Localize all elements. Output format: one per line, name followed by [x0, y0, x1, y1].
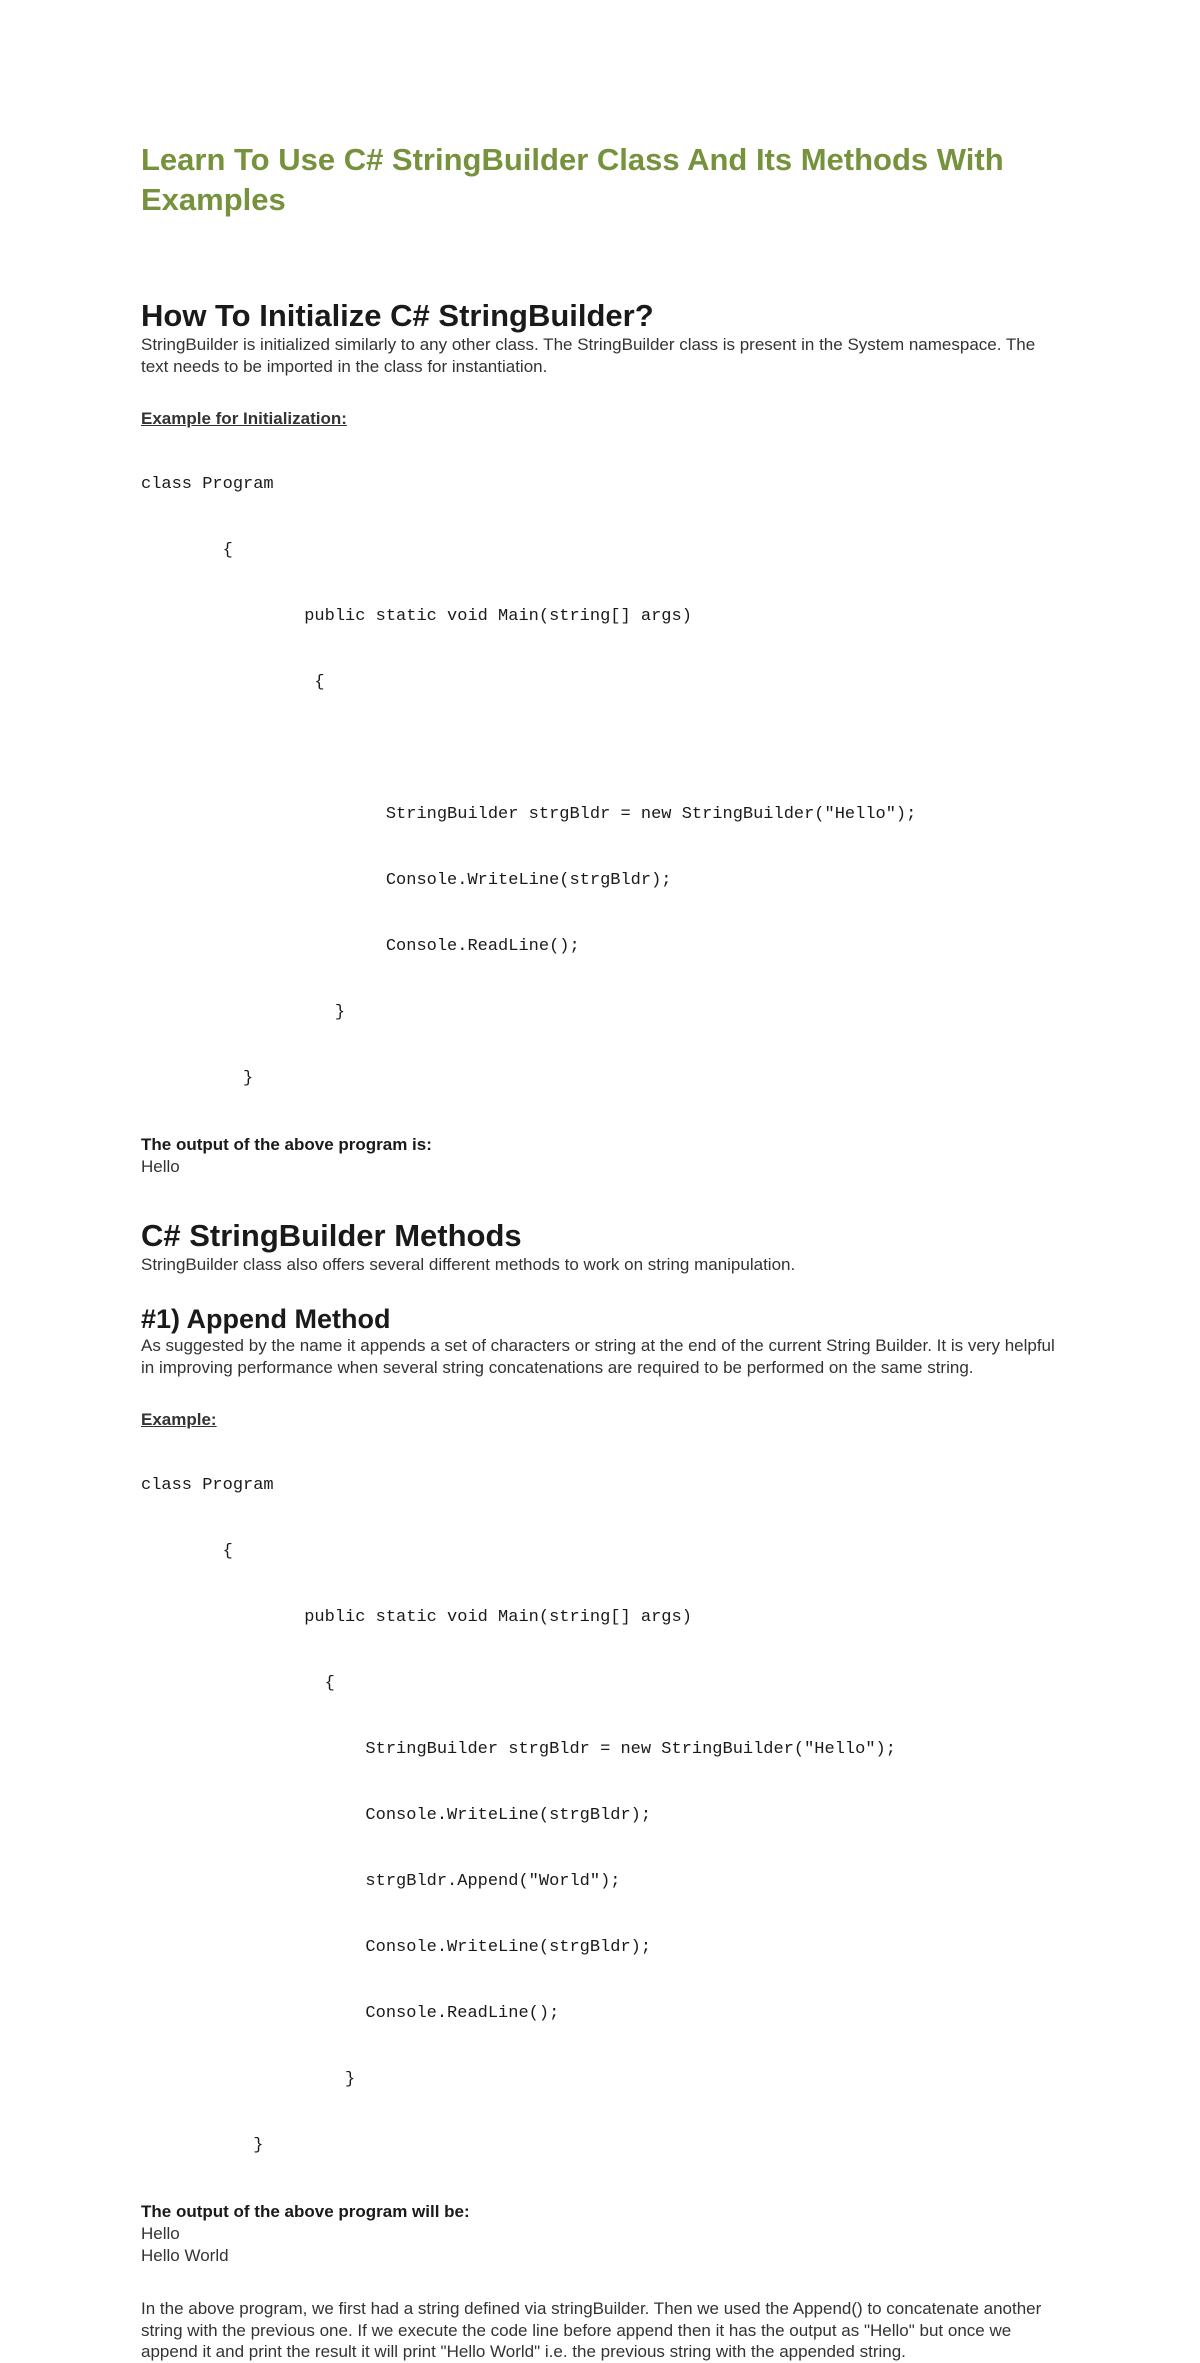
code-line: Console.WriteLine(strgBldr); [141, 871, 672, 890]
code-line: public static void Main(string[] args) [141, 1608, 692, 1627]
code-line: } [141, 2136, 264, 2155]
code-line: } [141, 2070, 356, 2089]
code-line: class Program [141, 1476, 274, 1495]
code-line: strgBldr.Append("World"); [141, 1872, 621, 1891]
initialize-paragraph: StringBuilder is initialized similarly to any other class. The StringBuilder class is present in the System namespace. The text needs to be imported in the class for instantiation. [141, 335, 1036, 376]
code-line: } [141, 1069, 254, 1088]
section-heading-initialize: How To Initialize C# StringBuilder? [141, 298, 654, 333]
code-line: { [141, 541, 233, 560]
example-append-label: Example: [141, 1410, 217, 1429]
methods-paragraph: StringBuilder class also offers several different methods to work on string manipulation. [141, 1254, 796, 1274]
append-explanation-paragraph: In the above program, we first had a string defined via stringBuilder. Then we used the Append() to concatenate another string with the previous one. If we execute the code line before append then it has the output as "Hello" but once we append it and print the result it will print "Hello World" i.e. the previous string with the appended string. [141, 2299, 1042, 2361]
code-line: { [141, 673, 325, 692]
output-line: Hello World [141, 2245, 229, 2265]
section-heading-append: #1) Append Method [141, 1304, 391, 1334]
output-line: Hello [141, 1157, 180, 1176]
code-line: { [141, 1542, 233, 1561]
output-label-append: The output of the above program will be: [141, 2202, 470, 2221]
code-line: Console.WriteLine(strgBldr); [141, 1938, 652, 1957]
document-title: Learn To Use C# StringBuilder Class And Its Methods With Examples [141, 142, 1004, 217]
example-initialization-label: Example for Initialization: [141, 409, 347, 428]
code-line: class Program [141, 475, 274, 494]
section-heading-methods: C# StringBuilder Methods [141, 1217, 522, 1253]
code-line: StringBuilder strgBldr = new StringBuilder("Hello"); [141, 805, 917, 824]
output-label-initialization: The output of the above program is: [141, 1135, 432, 1154]
document-page [141, 140, 1061, 2363]
code-line: Console.WriteLine(strgBldr); [141, 1806, 652, 1825]
code-block-append [141, 1431, 1061, 2201]
code-line: } [141, 1003, 346, 1022]
output-line: Hello [141, 2224, 180, 2243]
code-line [141, 738, 1061, 760]
code-line: { [141, 1674, 335, 1693]
code-line: Console.ReadLine(); [141, 937, 580, 956]
append-paragraph: As suggested by the name it appends a set of characters or string at the end of the current String Builder. It is very helpful in improving performance when several string concatenations are required to be performed on the same string. [141, 1336, 1055, 1377]
code-line: public static void Main(string[] args) [141, 607, 692, 626]
code-line: StringBuilder strgBldr = new StringBuilder("Hello"); [141, 1740, 896, 1759]
code-line: Console.ReadLine(); [141, 2004, 560, 2023]
code-block-initialization [141, 430, 1061, 1134]
